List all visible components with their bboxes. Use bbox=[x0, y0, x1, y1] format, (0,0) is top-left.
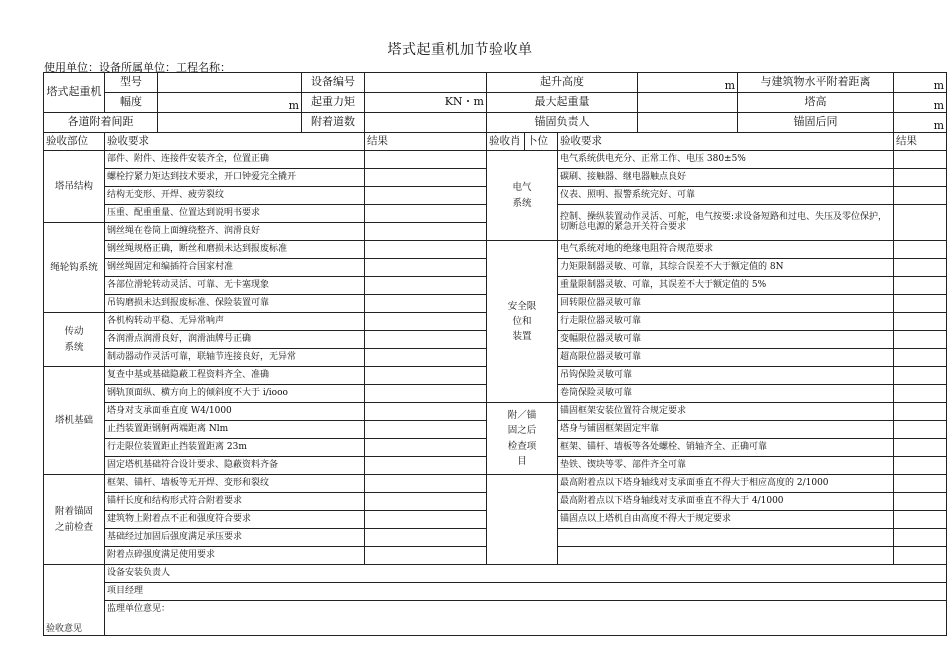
right-result bbox=[894, 151, 947, 169]
left-item: 钢丝绳规格正确，断丝和磨损未达到报废标准 bbox=[105, 241, 365, 259]
right-item-empty bbox=[558, 529, 894, 547]
left-result bbox=[365, 493, 487, 511]
right-item: 最高附着点以下塔身轴线对支承面垂直不得大于 4/1000 bbox=[558, 493, 894, 511]
right-item-empty bbox=[558, 547, 894, 565]
tower-height-value: m bbox=[894, 93, 947, 113]
code-label: 设备编号 bbox=[302, 73, 365, 93]
max-load-label: 最大起重量 bbox=[487, 93, 638, 113]
after-anchor-label: 锚固后同 bbox=[738, 113, 894, 133]
header-result: 结果 bbox=[365, 133, 487, 151]
left-section-name: 塔吊结构 bbox=[44, 151, 105, 223]
right-result bbox=[894, 475, 947, 493]
acceptance-table bbox=[43, 72, 947, 636]
left-section-name: 绳轮钩系统 bbox=[44, 223, 105, 313]
meta-line: 使用单位：设备所属单位：工程名称： bbox=[44, 61, 231, 74]
right-result bbox=[894, 421, 947, 439]
attach-count-label: 附着道数 bbox=[302, 113, 365, 133]
left-item: 行走限位装置距止挡装置距离 23m bbox=[105, 439, 365, 457]
right-result bbox=[894, 331, 947, 349]
attach-spacing-label: 各道附着间距 bbox=[44, 113, 158, 133]
moment-value: KN・m bbox=[365, 93, 487, 113]
moment-label: 起重力矩 bbox=[302, 93, 365, 113]
left-result bbox=[365, 349, 487, 367]
right-result bbox=[894, 385, 947, 403]
right-section-name: 附／锚 固之后 检查项 目 bbox=[487, 403, 558, 475]
left-item: 附着点碎强度满足使用要求 bbox=[105, 547, 365, 565]
right-item: 仪表、照明、报警系统完好、可靠 bbox=[558, 187, 894, 205]
left-item: 各润滑点润滑良好，润滑油牌号正确 bbox=[105, 331, 365, 349]
left-item: 塔身对支承面垂直度 W4/1000 bbox=[105, 403, 365, 421]
left-item: 复查中基或基础隐蔽工程资料齐全、准确 bbox=[105, 367, 365, 385]
lift-height-label: 起升高度 bbox=[487, 73, 638, 93]
left-item: 制动器动作灵活可靠，联轴节连接良好，无异常 bbox=[105, 349, 365, 367]
left-item: 框架、锚杆、墙板等无开焊、变形和裂纹 bbox=[105, 475, 365, 493]
left-section-name: 塔机基础 bbox=[44, 367, 105, 475]
left-item: 止挡装置距钢舸两端距离 Nlm bbox=[105, 421, 365, 439]
right-result bbox=[894, 367, 947, 385]
right-result bbox=[894, 529, 947, 547]
left-section-name: 附着锚固 之前检查 bbox=[44, 475, 105, 565]
right-section-name: 安全限 位和 装置 bbox=[487, 241, 558, 403]
header-req-right: 验收要求 bbox=[558, 133, 894, 151]
attach-count-value bbox=[365, 113, 487, 133]
right-item: 变幅限位器灵敏可靠 bbox=[558, 331, 894, 349]
left-item: 建筑物上附着点不正和强度符合要求 bbox=[105, 511, 365, 529]
right-item: 重量限制器灵敏、可靠，其误差不大于额定值的 5% bbox=[558, 277, 894, 295]
left-result bbox=[365, 277, 487, 295]
right-section-blank bbox=[487, 475, 558, 565]
left-item: 部件、附件、连接件安装齐全，位置正确 bbox=[105, 151, 365, 169]
right-item: 锚固框架安装位置符合规定要求 bbox=[558, 403, 894, 421]
right-result bbox=[894, 205, 947, 241]
right-result bbox=[894, 457, 947, 475]
after-anchor-value: m bbox=[894, 113, 947, 133]
left-result bbox=[365, 295, 487, 313]
left-result bbox=[365, 331, 487, 349]
right-result bbox=[894, 259, 947, 277]
left-item: 钢丝绳固定和编插符合国家村准 bbox=[105, 259, 365, 277]
right-item: 垫铁、锲块等零、部件齐全可靠 bbox=[558, 457, 894, 475]
span-value: m bbox=[158, 93, 302, 113]
anchor-person-label: 锚固负责人 bbox=[487, 113, 638, 133]
attach-dist-label: 与建筑物水平附着距离 bbox=[738, 73, 894, 93]
right-item: 吊钩保险灵敏可靠 bbox=[558, 367, 894, 385]
right-item: 回转限位器灵敏可靠 bbox=[558, 295, 894, 313]
supervisor-space bbox=[105, 618, 947, 636]
project-manager-field: 项目经理 bbox=[105, 583, 947, 601]
left-result bbox=[365, 529, 487, 547]
crane-label: 塔式起重机 bbox=[44, 73, 105, 113]
supervisor-field: 监理单位意见： bbox=[105, 601, 947, 619]
right-item: 电气系统供电充分、正常工作、电压 380±5% bbox=[558, 151, 894, 169]
form-title: 塔式起重机加节验收单 bbox=[387, 42, 533, 58]
model-label: 型号 bbox=[105, 73, 158, 93]
right-result bbox=[894, 547, 947, 565]
left-item: 钢丝绳在卷筒上面缠绕整齐、润滑良好 bbox=[105, 223, 365, 241]
left-item: 钢轨顶面纵、横方向上的倾斜度不大于 i/iooo bbox=[105, 385, 365, 403]
right-item: 行走限位器灵敏可靠 bbox=[558, 313, 894, 331]
left-result bbox=[365, 241, 487, 259]
left-result bbox=[365, 223, 487, 241]
left-item: 基础经过加固后强度满足承压要求 bbox=[105, 529, 365, 547]
left-result bbox=[365, 475, 487, 493]
left-result bbox=[365, 547, 487, 565]
left-result bbox=[365, 457, 487, 475]
right-result bbox=[894, 277, 947, 295]
left-item: 螺栓拧紧力矩达到技术要求，开口钟爱完全撬开 bbox=[105, 169, 365, 187]
right-result bbox=[894, 349, 947, 367]
header-part-right: 验收肖 bbox=[487, 133, 525, 151]
right-item: 电气系统对地的绝缘电阻符合规范要求 bbox=[558, 241, 894, 259]
right-section-name: 电气 系统 bbox=[487, 151, 558, 241]
left-result bbox=[365, 367, 487, 385]
lift-height-value: m bbox=[638, 73, 738, 93]
left-result bbox=[365, 385, 487, 403]
right-result bbox=[894, 169, 947, 187]
left-result bbox=[365, 187, 487, 205]
code-value bbox=[365, 73, 487, 93]
right-item: 超高限位器灵敏可靠 bbox=[558, 349, 894, 367]
right-item: 碳刷、接触器、继电器触点良好 bbox=[558, 169, 894, 187]
right-result bbox=[894, 187, 947, 205]
right-result bbox=[894, 313, 947, 331]
left-result bbox=[365, 511, 487, 529]
right-item: 最高附着点以下塔身轴线对支承面垂直不得大于相应高度的 2/1000 bbox=[558, 475, 894, 493]
right-result bbox=[894, 403, 947, 421]
right-result bbox=[894, 511, 947, 529]
right-result bbox=[894, 439, 947, 457]
right-item: 锚固点以上塔机自由高度不得大于规定要求 bbox=[558, 511, 894, 529]
left-result bbox=[365, 169, 487, 187]
header-part: 验收部位 bbox=[44, 133, 105, 151]
right-result bbox=[894, 493, 947, 511]
right-item: 塔身与铺固框架固定牢靠 bbox=[558, 421, 894, 439]
header-result-right: 结果 bbox=[894, 133, 947, 151]
left-item: 锚杆长度和结构形式符合附着要求 bbox=[105, 493, 365, 511]
attach-spacing-value bbox=[158, 113, 302, 133]
left-item: 固定塔机基础符合设计要求、隐蔽资料齐备 bbox=[105, 457, 365, 475]
left-result bbox=[365, 205, 487, 223]
max-load-value bbox=[638, 93, 738, 113]
right-result bbox=[894, 241, 947, 259]
left-result bbox=[365, 313, 487, 331]
left-item: 吊钩磨损未达到报废标准、保险装置可靠 bbox=[105, 295, 365, 313]
left-section-name: 传动 系统 bbox=[44, 313, 105, 367]
span-label: 幅度 bbox=[105, 93, 158, 113]
left-result bbox=[365, 421, 487, 439]
right-item: 卷筒保险灵敏可靠 bbox=[558, 385, 894, 403]
header-part-right-2: 卜位 bbox=[525, 133, 558, 151]
left-item: 各机构转动平稳、无异常响声 bbox=[105, 313, 365, 331]
install-lead-field: 设备安装负责人 bbox=[105, 565, 947, 583]
left-item: 各部位滑轮转动灵活、可靠、无卡塞现象 bbox=[105, 277, 365, 295]
tower-height-label: 塔高 bbox=[738, 93, 894, 113]
header-req: 验收要求 bbox=[105, 133, 365, 151]
attach-dist-value: m bbox=[894, 73, 947, 93]
left-item: 压重、配重重量、位置达到说明书要求 bbox=[105, 205, 365, 223]
left-item: 结构无变形、开焊、疲劳裂纹 bbox=[105, 187, 365, 205]
right-item: 控制、操纵装置动作灵活、可舵，电气按要:求设备短路和过电、失压及零位保护，切断总电源的紧急开关符合要求 bbox=[558, 205, 894, 241]
right-item: 框架、锚杆、墙板等各处螺栓、销轴齐全、正确可靠 bbox=[558, 439, 894, 457]
left-result bbox=[365, 151, 487, 169]
right-item: 力矩限制器灵敏、可靠，其综合误差不大于额定值的 8N bbox=[558, 259, 894, 277]
left-result bbox=[365, 403, 487, 421]
model-value bbox=[158, 73, 302, 93]
right-result bbox=[894, 295, 947, 313]
anchor-person-value bbox=[638, 113, 738, 133]
left-result bbox=[365, 439, 487, 457]
acceptance-label: 验收意见 bbox=[44, 565, 105, 636]
left-result bbox=[365, 259, 487, 277]
